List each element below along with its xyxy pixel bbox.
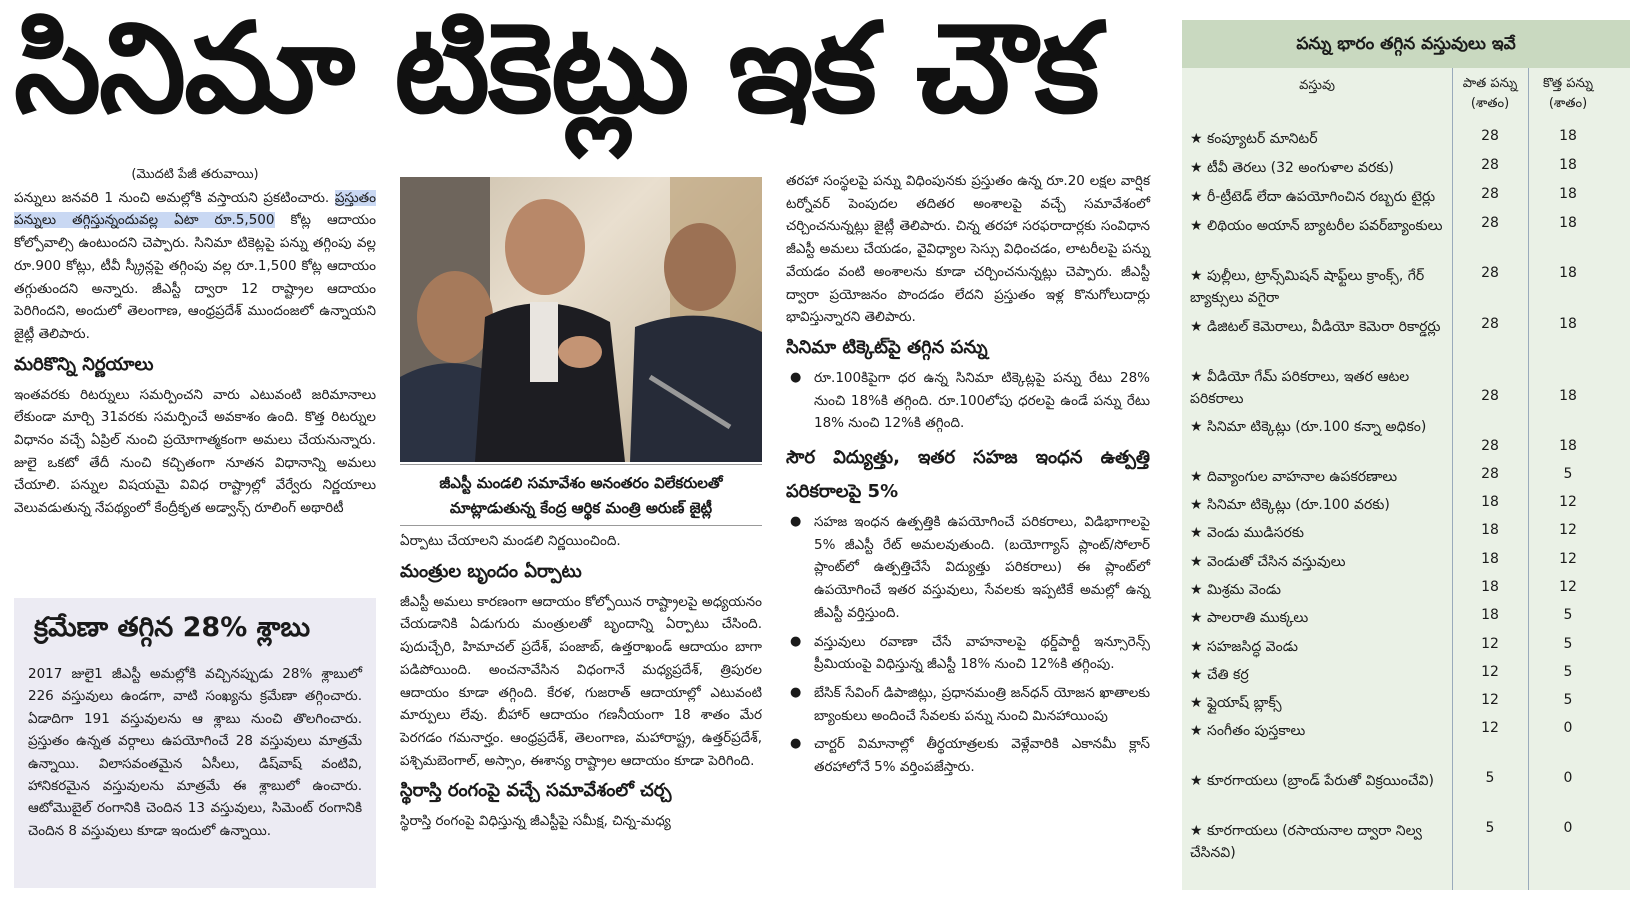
- table-row-item: ★ దివ్యాంగుల వాహనాల ఉపకరణాలు: [1190, 469, 1398, 485]
- paragraph: ఏర్పాటు చేయాలని మండలి నిర్ణయించింది.: [400, 533, 621, 549]
- table-row-item: ★ సహజసిద్ధ వెండు: [1190, 639, 1298, 655]
- table-row-item: ★ పాలరాతి ముక్కలు: [1190, 610, 1309, 626]
- table-row-item: ★ లిథియం అయాన్ బ్యాటరీల పవర్‌బ్యాంకులు: [1190, 218, 1443, 234]
- table-row-old-rate: 18: [1481, 522, 1499, 538]
- subheading: సినిమా టిక్కెట్‌పై తగ్గిన పన్ను: [786, 336, 988, 358]
- paragraph: [14, 187, 376, 346]
- table-row-item: ★ సంగీతం పుస్తకాలు: [1190, 723, 1306, 739]
- bullet-item: ● సహజ ఇంధన ఉత్పత్తికి ఉపయోగించే పరికరాలు, విడిభాగాలపై 5% జీఎస్టీ రేట్ అమలవుతుంది. (బయోగ్యాస్ ప్లాంట్/సోలార్ ప్లాంట్‌లో ఉత్పత్తిచేసే విద్యుత్తు పరికరాలు) ఈ ప్లాంట్‌లో ఉపయోగించే ఇతర వస్తువులు, సేవలకు ఇప్పటికే అమల్లో ఉన్న జీఎస్టీ వర్తిస్తుంది.: [786, 511, 1150, 625]
- bullet-item: ● వస్తువులు రవాణా చేసే వాహనాలపై థర్డ్‌పార్టీ ఇన్సూరెన్స్ ప్రీమియంపై విధిస్తున్న జీఎస్టీ 18% నుంచి 12%కి తగ్గింపు.: [786, 631, 1150, 676]
- subheading: సౌర విద్యుత్తు, ఇతర సహజ ఇంధన ఉత్పత్తి పరికరాలపై 5%: [786, 447, 1150, 503]
- table-row-old-rate: 12: [1481, 720, 1499, 736]
- table-row-item: ★ వెండుతో చేసిన వస్తువులు: [1190, 554, 1346, 570]
- table-row-item: ★ చేతి కర్ర: [1190, 667, 1249, 683]
- paragraph: ఇంతవరకు రిటర్నులు సమర్పించని వారు ఎటువంటి జరిమానాలు లేకుండా మార్చి 31వరకు సమర్పించే అవకాశం ఉంది. కొత్త రిటర్నుల విధానం వచ్చే ఏప్రిల్ నుంచి ప్రయోగాత్మకంగా అమలు చేయనున్నారు. జులై ఒకటో తేదీ నుంచి కచ్చితంగా నూతన విధానాన్ని అమలు చేయాలి. పన్నుల విషయమై వివిధ రాష్ట్రాల్లో వేర్వేరు నిర్ణయాలు వెలువడుతున్న నేపథ్యంలో కేంద్రీకృత అడ్వాన్స్ రూలింగ్ అథారిటీ: [14, 386, 376, 517]
- table-row-new-rate: 0: [1563, 820, 1573, 836]
- paragraph: తరహా సంస్థలపై పన్ను విధింపునకు ప్రస్తుతం ఉన్న రూ.20 లక్షల వార్షిక టర్నోవర్ పెంపుదల తదితర అంశాలపై వచ్చే సమావేశంలో చర్చించనున్నట్లు జైట్లీ తెలిపారు. చిన్న తరహా సరఫరాదార్లకు సంవిధాన జీఎస్టీ అమలు చేయడం, వైవిధ్యాల సెస్సు విధించడం, లాటరీలపై పన్ను వేయడం వంటి అంశాలను కూడా చర్చించనున్నట్లు చెప్పారు. జీఎస్టీ ద్వారా ప్రయోజనం పొందడం లేదని ప్రస్తుతం ఇళ్ల కొనుగోలుదార్లు భావిస్తున్నారని తెలిపారు.: [786, 173, 1150, 326]
- text-segment: కోట్ల ఆదాయం కోల్పోవాల్సి ఉంటుందని చెప్పారు. సినిమా టికెట్లపై పన్ను తగ్గింపు వల్ల రూ.900 కోట్లు, టీవీ స్క్రీన్లపై తగ్గింపు వల్ల రూ.1,500 కోట్ల ఆదాయం తగ్గుతుందని అన్నారు. జీఎస్టీ ద్వారా 12 రాష్ట్రాల ఆదాయం పెరిగిందని, అందులో తెలంగాణ, ఆంధ్రప్రదేశ్ ముందంజలో ఉన్నాయని జైట్లీ తెలిపారు.: [14, 212, 377, 342]
- highlighted-text: ప్రస్తుతం పన్నులు తగ్గిస్తున్నందువల్ల ఏటా రూ.5,500: [14, 189, 376, 229]
- table-row-new-rate: 18: [1559, 215, 1577, 231]
- table-row-old-rate: 28: [1481, 128, 1499, 144]
- box-title: క్రమేణా తగ్గిన 28% శ్లాబు: [34, 612, 311, 643]
- column-header-old: పాత పన్ను (శాతం): [1462, 76, 1518, 111]
- article-column-1: [14, 164, 376, 520]
- table-row-old-rate: 28: [1481, 265, 1499, 281]
- news-photo: [400, 177, 762, 462]
- box-body: 2017 జులై1 జీఎస్టీ అమల్లోకి వచ్చినప్పుడు 28% శ్లాబులో 226 వస్తువులు ఉండగా, వాటి సంఖ్యను క్రమేణా తగ్గించారు. ఏడాదిగా 191 వస్తువులను ఆ శ్లాబు నుంచి తొలగించారు. ప్రస్తుతం ఉన్నత వర్గాలు ఉపయోగించే 28 వస్తువులు మాత్రమే ఉన్నాయి. విలాసవంతమైన ఏసీలు, డిష్‌వాష్ వంటివి, హానికరమైన వస్తువులను మాత్రమే ఈ శ్లాబులో ఉంచారు. ఆటోమొబైల్ రంగానికి చెందిన 13 వస్తువులు, సిమెంట్ రంగానికి చెందిన 8 వస్తువులు కూడా ఇందులో ఉన్నాయి.: [28, 666, 362, 839]
- table-row-new-rate: 18: [1559, 265, 1577, 281]
- table-row-old-rate: 12: [1481, 664, 1499, 680]
- table-row-old-rate: 5: [1485, 770, 1495, 786]
- table-row-old-rate: 28: [1481, 388, 1499, 404]
- table-row-new-rate: 5: [1563, 636, 1573, 652]
- table-row-item: ★ వీడియో గేమ్ పరికరాలు, ఇతర ఆటల పరికరాలు: [1190, 369, 1410, 407]
- table-row-new-rate: 18: [1559, 157, 1577, 173]
- column-header-new: కొత్త పన్ను (శాతం): [1542, 76, 1594, 111]
- article-column-3: [786, 170, 1150, 785]
- subheading: మరికొన్ని నిర్ణయాలు: [14, 353, 154, 375]
- table-row-item: ★ రీ-ట్రీటెడ్ లేదా ఉపయోగించిన రబ్బరు టైర్లు: [1190, 189, 1436, 205]
- table-row-new-rate: 12: [1559, 551, 1577, 567]
- table-row-item: ★ వెండు ముడిసరకు: [1190, 525, 1305, 541]
- table-row-old-rate: 18: [1481, 494, 1499, 510]
- table-row-new-rate: 0: [1563, 720, 1573, 736]
- bullet-list: [786, 511, 1150, 779]
- table-row-new-rate: 12: [1559, 494, 1577, 510]
- table-row-item: ★ సినిమా టిక్కెట్లు (రూ.100 వరకు): [1190, 497, 1390, 513]
- table-row-new-rate: 0: [1563, 770, 1573, 786]
- tax-table-panel: [1182, 20, 1630, 890]
- article-column-2: [400, 530, 762, 833]
- table-row-item: ★ పుల్లీలు, ట్రాన్స్‌మిషన్ షాఫ్ట్‌లు క్రాంక్స్, గేర్ బ్యాక్సులు వగైరా: [1190, 268, 1425, 306]
- table-row-item: ★ కూరగాయలు (రసాయనాల ద్వారా నిల్వ చేసినవి): [1190, 823, 1422, 861]
- table-row-new-rate: 12: [1559, 579, 1577, 595]
- photo-caption: జీఎస్టీ మండలి సమావేశం అనంతరం విలేకరులతో మాట్లాడుతున్న కేంద్ర ఆర్థిక మంత్రి అరుణ్ జైట్లీ: [400, 464, 762, 526]
- table-row-old-rate: 28: [1481, 157, 1499, 173]
- table-row-item: ★ సినిమా టిక్కెట్లు (రూ.100 కన్నా అధికం): [1190, 419, 1427, 435]
- table-row-old-rate: 28: [1481, 466, 1499, 482]
- table-row-old-rate: 18: [1481, 551, 1499, 567]
- table-row-new-rate: 5: [1563, 692, 1573, 708]
- table-title: పన్ను భారం తగ్గిన వస్తువులు ఇవే: [1182, 20, 1630, 68]
- bullet-list: [786, 367, 1150, 435]
- table-row-new-rate: 18: [1559, 186, 1577, 202]
- table-row-old-rate: 28: [1481, 215, 1499, 231]
- column-divider: [1452, 68, 1453, 890]
- bullet-item: ● చార్టర్ విమానాల్లో తీర్థయాత్రలకు వెళ్లేవారికి ఎకానమీ క్లాస్ తరహాలోనే 5% వర్తింపజేస్తారు.: [786, 733, 1150, 778]
- table-row-old-rate: 5: [1485, 820, 1495, 836]
- table-row-old-rate: 12: [1481, 636, 1499, 652]
- continued-note: (మొదటి పేజీ తరువాయి): [131, 167, 259, 182]
- headline: సినిమా టికెట్లు ఇక చౌక: [14, 0, 1098, 141]
- table-row-old-rate: 18: [1481, 607, 1499, 623]
- column-divider: [1528, 68, 1529, 890]
- table-row-item: ★ మిశ్రమ వెండు: [1190, 582, 1282, 598]
- table-row-old-rate: 12: [1481, 692, 1499, 708]
- text-segment: పన్నులు జనవరి 1 నుంచి అమల్లోకి వస్తాయని ప్రకటించారు.: [14, 189, 335, 206]
- photo-illustration: [400, 177, 762, 462]
- table-row-old-rate: 28: [1481, 316, 1499, 332]
- table-row-item: ★ డిజిటల్ కెమెరాలు, వీడియో కెమెరా రికార్డర్లు: [1190, 319, 1441, 335]
- sidebar-box: [14, 598, 376, 888]
- table-row-item: ★ కూరగాయలు (బ్రాండ్ పేరుతో విక్రయించేవి): [1190, 773, 1434, 789]
- table-row-old-rate: 28: [1481, 438, 1499, 454]
- table-row-item: ★ కంప్యూటర్ మానిటర్: [1190, 131, 1318, 147]
- table-row-new-rate: 18: [1559, 128, 1577, 144]
- bullet-item: ● బేసిక్ సేవింగ్ డిపాజిట్లు, ప్రధానమంత్రి జన్‌ధన్ యోజన ఖాతాలకు బ్యాంకులు అందించే సేవలకు పన్ను నుంచి మినహాయింపు: [786, 682, 1150, 727]
- subheading: మంత్రుల బృందం ఏర్పాటు: [400, 560, 582, 582]
- table-row-item: ★ ఫ్లైయాష్ బ్లాక్స్: [1190, 695, 1282, 711]
- table-row-new-rate: 18: [1559, 438, 1577, 454]
- table-row-new-rate: 5: [1563, 607, 1573, 623]
- paragraph: జీఎస్టీ అమలు కారణంగా ఆదాయం కోల్పోయిన రాష్ట్రాలపై అధ్యయనం చేయడానికి ఏడుగురు మంత్రులతో బృందాన్ని ఏర్పాటు చేసింది. పుదుచ్చేరి, హిమాచల్ ప్రదేశ్, పంజాబ్, ఉత్తరాఖండ్ ఆదాయం బాగా పడిపోయింది. అంచనావేసిన విధంగానే మధ్యప్రదేశ్, త్రిపురల ఆదాయం కూడా తగ్గింది. కేరళ, గుజరాత్ ఆదాయాల్లో ఎటువంటి మార్పులు లేవు. బీహార్ ఆదాయం గణనీయంగా 18 శాతం మేర పెరగడం గమనార్హం. ఆంధ్రప్రదేశ్, తెలంగాణ, మహారాష్ట్ర, ఉత్తర్‌ప్రదేశ్, పశ్చిమబెంగాల్, అస్సాం, ఈశాన్య రాష్ట్రాల ఆదాయం కూడా పెరిగింది.: [400, 593, 762, 769]
- subheading: స్థిరాస్తి రంగంపై వచ్చే సమావేశంలో చర్చ: [400, 780, 672, 802]
- paragraph: స్థిరాస్తి రంగంపై విధిస్తున్న జీఎస్టీపై సమీక్ష, చిన్న-మధ్య: [400, 813, 671, 830]
- table-row-new-rate: 18: [1559, 388, 1577, 404]
- table-row-new-rate: 18: [1559, 316, 1577, 332]
- column-header-item: వస్తువు: [1299, 78, 1335, 93]
- table-row-new-rate: 12: [1559, 522, 1577, 538]
- bullet-item: ● రూ.100కిపైగా ధర ఉన్న సినిమా టిక్కెట్లపై పన్ను రేటు 28% నుంచి 18%కి తగ్గింది. రూ.100లోపు ధరలపై ఉండే పన్ను రేటు 18% నుంచి 12%కి తగ్గింది.: [786, 367, 1150, 435]
- table-row-new-rate: 5: [1563, 664, 1573, 680]
- table-row-old-rate: 28: [1481, 186, 1499, 202]
- table-row-item: ★ టీవీ తెరలు (32 అంగుళాల వరకు): [1190, 160, 1394, 176]
- table-row-new-rate: 5: [1563, 466, 1573, 482]
- table-row-old-rate: 18: [1481, 579, 1499, 595]
